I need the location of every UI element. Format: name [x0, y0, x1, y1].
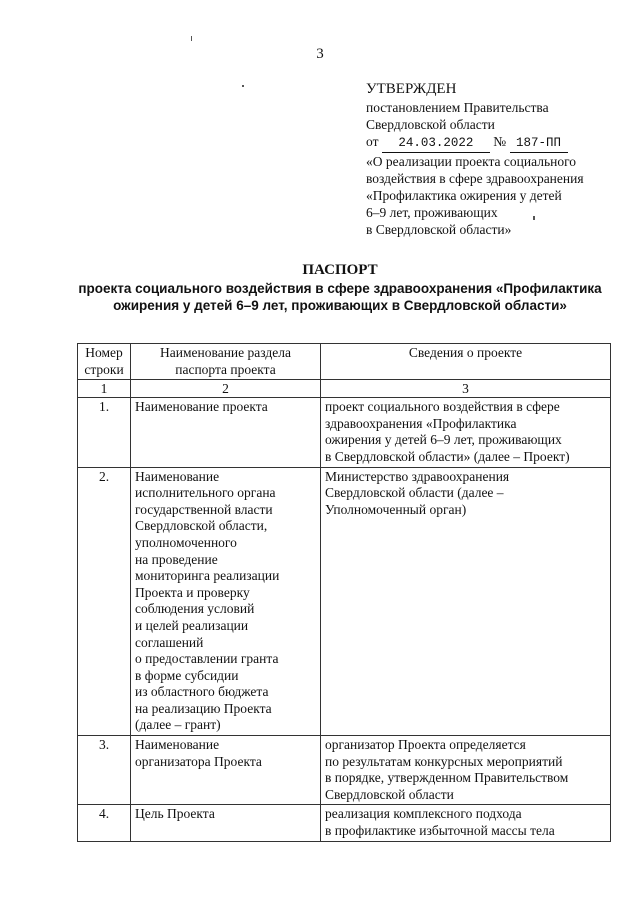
document-title: ПАСПОРТ: [302, 262, 378, 278]
approval-stamp: [366, 80, 634, 238]
approval-number: 187-ПП: [510, 135, 568, 153]
header-cell-row-number: Номер строки: [78, 344, 131, 380]
section-name-cell: Наименование проекта: [131, 398, 321, 467]
column-number: 3: [321, 380, 611, 398]
document-subtitle: ожирения у детей 6–9 лет, проживающих в Свердловской области»: [113, 298, 567, 313]
project-info-cell: организатор Проекта определяется по результатам конкурсных мероприятий в порядке, утвержденном Правительством Свердловской области: [321, 736, 611, 805]
approval-title-line: 6–9 лет, проживающих: [366, 205, 498, 220]
row-number: 1.: [78, 398, 131, 467]
document-subtitle: проекта социального воздействия в сфере здравоохранения «Профилактика: [78, 281, 602, 296]
table-row: [78, 736, 611, 805]
header-cell-section-name: Наименование раздела паспорта проекта: [131, 344, 321, 380]
page-number: 3: [316, 46, 324, 62]
approval-title-line: в Свердловской области»: [366, 222, 512, 237]
row-number: 4.: [78, 805, 131, 841]
row-number: 3.: [78, 736, 131, 805]
date-prefix: от: [366, 134, 379, 149]
row-number: 2.: [78, 467, 131, 736]
approval-date: 24.03.2022: [382, 135, 490, 153]
project-info-cell: Министерство здравоохранения Свердловской области (далее – Уполномоченный орган): [321, 467, 611, 736]
approval-title-line: «Профилактика ожирения у детей: [366, 188, 562, 203]
number-prefix: №: [493, 134, 507, 149]
approval-title-line: воздействия в сфере здравоохранения: [366, 171, 584, 186]
project-info-cell: реализация комплексного подхода в профилактике избыточной массы тела: [321, 805, 611, 841]
approval-line: Свердловской области: [366, 117, 495, 132]
approval-date-line: [366, 133, 634, 153]
column-number: 1: [78, 380, 131, 398]
column-number-row: [78, 380, 611, 398]
scan-speck: [191, 36, 192, 41]
table-row: [78, 467, 611, 736]
table-header-row: [78, 344, 611, 380]
section-name-cell: Цель Проекта: [131, 805, 321, 841]
approved-heading: УТВЕРЖДЕН: [366, 81, 457, 97]
header-cell-project-info: Сведения о проекте: [321, 344, 611, 380]
section-name-cell: Наименование организатора Проекта: [131, 736, 321, 805]
table-row: [78, 805, 611, 841]
passport-table: [77, 343, 611, 842]
approval-line: постановлением Правительства: [366, 100, 549, 115]
project-info-cell: проект социального воздействия в сфере здравоохранения «Профилактика ожирения у детей 6–9 лет, проживающих в Свердловской области» (далее – Проект): [321, 398, 611, 467]
approval-title-line: «О реализации проекта социального: [366, 154, 577, 169]
document-heading: [60, 261, 620, 314]
table-row: [78, 398, 611, 467]
section-name-cell: Наименование исполнительного органа государственной власти Свердловской области, уполномоченного на проведение мониторинга реализации Проекта и проверку соблюдения условий и целей реализации соглашений о предоставлении гранта в форме субсидии из областного бюджета на реализацию Проекта (далее – грант): [131, 467, 321, 736]
column-number: 2: [131, 380, 321, 398]
scan-speck: [242, 85, 244, 87]
